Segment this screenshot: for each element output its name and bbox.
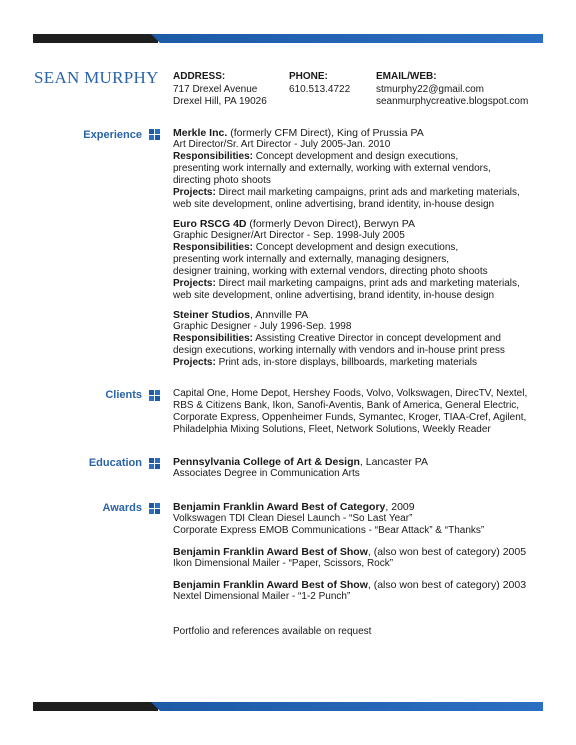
section-squares-icon [149, 503, 160, 514]
projects-text: web site development, online advertising, brand identity, in-house design [173, 290, 495, 301]
company-name: Steiner Studios [173, 309, 251, 321]
header-color-bar [33, 34, 543, 43]
responsibilities-text: presenting work internally and externally, working with external vendors, [173, 163, 491, 174]
responsibilities-text: design executions, working internally with vendors and in-house print press [173, 345, 505, 356]
responsibilities-text: presenting work internally and externally, managing designers, [173, 254, 450, 265]
clients-line: Philadelphia Mixing Solutions, Fleet, Network Solutions, Weekly Reader [173, 424, 491, 435]
responsibilities-text: Concept development and design executions, [253, 242, 459, 253]
phone-number: 610.513.4722 [289, 83, 351, 95]
email-label: EMAIL/WEB: [376, 71, 437, 82]
award-details: , 2009 [385, 501, 415, 513]
phone-block [289, 71, 350, 96]
resume-name: SEAN MURPHY [34, 68, 159, 87]
degree: Associates Degree in Communication Arts [173, 468, 360, 479]
footer-color-bar [33, 702, 543, 711]
school-name: Pennsylvania College of Art & Design [173, 456, 360, 468]
award-3 [173, 579, 533, 603]
clients-line: RBS & Citizens Bank, Ikon, Sanofi-Aventis, Bank of America, General Electric, [173, 400, 520, 411]
experience-job-3 [173, 309, 533, 369]
address-line-2: Drexel Hill, PA 19026 [173, 96, 267, 107]
award-name: Benjamin Franklin Award Best of Category [173, 501, 386, 513]
company-name: Merkle Inc. [173, 127, 228, 139]
projects-text: Print ads, in-store displays, billboards, marketing materials [215, 357, 478, 368]
address-label: ADDRESS: [173, 71, 226, 82]
clients-line: Corporate Express, Oppenheimer Funds, Symantec, Kroger, TIAA-Cref, Agilent, [173, 412, 527, 423]
responsibilities-label: Responsibilities: [173, 333, 254, 344]
address-block [173, 71, 267, 109]
email-block [376, 71, 528, 109]
section-title-education: Education [88, 457, 142, 469]
website-url[interactable]: seanmurphycreative.blogspot.com [376, 96, 529, 107]
award-details: , (also won best of category) 2005 [367, 546, 527, 558]
address-line-1: 717 Drexel Avenue [173, 83, 258, 95]
projects-label: Projects: [173, 278, 216, 289]
job-role: Art Director/Sr. Art Director - July 2005-Jan. 2010 [173, 139, 391, 150]
responsibilities-label: Responsibilities: [173, 151, 254, 162]
section-squares-icon [149, 129, 160, 140]
award-name: Benjamin Franklin Award Best of Show [173, 579, 368, 591]
section-squares-icon [149, 458, 160, 469]
experience-job-2 [173, 218, 533, 302]
section-squares-icon [149, 390, 160, 401]
company-details: (formerly Devon Direct), Berwyn PA [246, 218, 415, 230]
responsibilities-text: Assisting Creative Director in concept development and [253, 333, 501, 344]
award-details: , (also won best of category) 2003 [367, 579, 527, 591]
footer-note: Portfolio and references available on request [173, 626, 372, 637]
job-role: Graphic Designer/Art Director - Sep. 1998-July 2005 [173, 230, 405, 241]
award-2 [173, 546, 533, 570]
projects-text: web site development, online advertising, brand identity, in-house design [173, 199, 495, 210]
projects-text: Direct mail marketing campaigns, print ads and marketing materials, [215, 187, 520, 198]
award-name: Benjamin Franklin Award Best of Show [173, 546, 368, 558]
education-entry [173, 456, 533, 480]
job-role: Graphic Designer - July 1996-Sep. 1998 [173, 321, 352, 332]
award-line: Ikon Dimensional Mailer - “Paper, Scissors, Rock” [173, 558, 394, 569]
phone-label: PHONE: [289, 71, 328, 82]
experience-job-1 [173, 127, 533, 211]
section-title-awards: Awards [102, 502, 142, 514]
company-details: (formerly CFM Direct), King of Prussia PA [227, 127, 424, 139]
company-name: Euro RSCG 4D [173, 218, 247, 230]
email-address[interactable]: stmurphy22@gmail.com [376, 83, 484, 95]
responsibilities-text: designer training, working with external vendors, directing photo shoots [173, 266, 488, 277]
section-title-experience: Experience [83, 129, 142, 141]
clients-line: Capital One, Home Depot, Hershey Foods, Volvo, Volkswagen, DirecTV, Nextel, [173, 388, 528, 399]
projects-text: Direct mail marketing campaigns, print ads and marketing materials, [215, 278, 520, 289]
award-line: Volkswagen TDI Clean Diesel Launch - “So Last Year” [173, 513, 413, 524]
projects-label: Projects: [173, 357, 216, 368]
award-line: Corporate Express EMOB Communications - “Bear Attack” & “Thanks” [173, 525, 485, 536]
responsibilities-text: Concept development and design executions, [253, 151, 459, 162]
clients-list [173, 388, 533, 436]
award-line: Nextel Dimensional Mailer - “1-2 Punch” [173, 591, 351, 602]
responsibilities-text: directing photo shoots [173, 175, 271, 186]
responsibilities-label: Responsibilities: [173, 242, 254, 253]
school-location: , Lancaster PA [359, 456, 428, 468]
projects-label: Projects: [173, 187, 216, 198]
section-title-clients: Clients [105, 389, 142, 401]
company-details: , Annville PA [250, 309, 309, 321]
award-1 [173, 501, 533, 537]
